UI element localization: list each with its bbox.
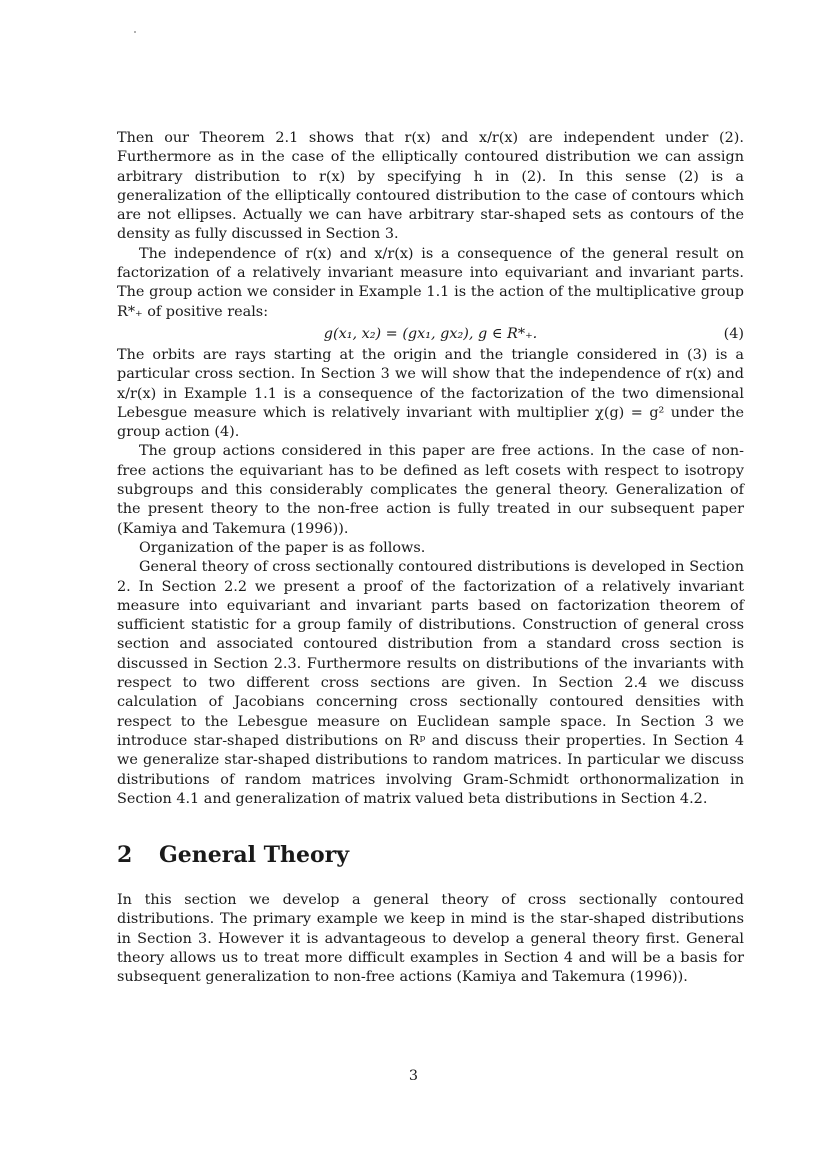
- display-equation: [117, 323, 744, 345]
- body-paragraph: The group actions considered in this paper are free actions. In the case of non-free actions the equivariant has to be defined as left cosets with respect to isotropy subgroups and this considerably complicates the general theory. Generalization of the present theory to the non-free action is fully treated in our subsequent paper (Kamiya and Takemura (1996)).: [117, 443, 744, 537]
- scan-speck: [134, 31, 136, 33]
- equation-text: g(x₁, x₂) = (gx₁, gx₂), g ∈ R*₊.: [323, 325, 538, 342]
- page-body: [117, 129, 744, 988]
- body-paragraph: The independence of r(x) and x/r(x) is a consequence of the general result on factorization of a relatively invariant measure into equivariant and invariant parts. The group action we consider in Example 1.1 is the action of the multiplicative group R*₊ of positive reals:: [117, 245, 744, 320]
- page-number: 3: [408, 1068, 419, 1084]
- body-paragraph: Organization of the paper is as follows.: [139, 539, 426, 556]
- section-paragraph: In this section we develop a general theory of cross sectionally contoured distributions. The primary example we keep in mind is the star-shaped distributions in Section 3. However it is advantageous to develop a general theory first. General theory allows us to treat more difficult examples in Section 4 and will be a basis for subsequent generalization to non-free actions (Kamiya and Takemura (1996)).: [117, 892, 744, 986]
- body-paragraph: General theory of cross sectionally contoured distributions is developed in Section 2. In Section 2.2 we present a proof of the factorization of a relatively invariant measure into equivariant and invariant parts based on factorization theorem of sufficient statistic for a group family of distributions. Construction of general cross section and associated contoured distribution from a standard cross section is discussed in Section 2.3. Furthermore results on distributions of the invariants with respect to two different cross sections are given. In Section 2.4 we discuss calculation of Jacobians concerning cross sectionally contoured densities with respect to the Lebesgue measure on Euclidean sample space. In Section 3 we introduce star-shaped distributions on Rᵖ and discuss their properties. In Section 4 we generalize star-shaped distributions to random matrices. In particular we discuss distributions of random matrices involving Gram-Schmidt orthonormalization in Section 4.1 and generalization of matrix valued beta distributions in Section 4.2.: [117, 559, 744, 807]
- section-number: 2: [117, 842, 133, 869]
- body-paragraph: The orbits are rays starting at the origin and the triangle considered in (3) is a particular cross section. In Section 3 we will show that the independence of r(x) and x/r(x) in Example 1.1 is a consequence of the factorization of the two dimensional Lebesgue measure which is relatively invariant with multiplier χ(g) = g² under the group action (4).: [117, 346, 744, 441]
- equation-number: (4): [723, 325, 744, 342]
- section-heading: [117, 841, 744, 869]
- section-title: General Theory: [159, 842, 350, 869]
- body-paragraph: Then our Theorem 2.1 shows that r(x) and x/r(x) are independent under (2). Furthermore as in the case of the elliptically contoured distribution we can assign arbitrary distribution to r(x) by specifying h in (2). In this sense (2) is a generalization of the elliptically contoured distribution to the case of contours which are not ellipses. Actually we can have arbitrary star-shaped sets as contours of the density as fully discussed in Section 3.: [117, 130, 744, 243]
